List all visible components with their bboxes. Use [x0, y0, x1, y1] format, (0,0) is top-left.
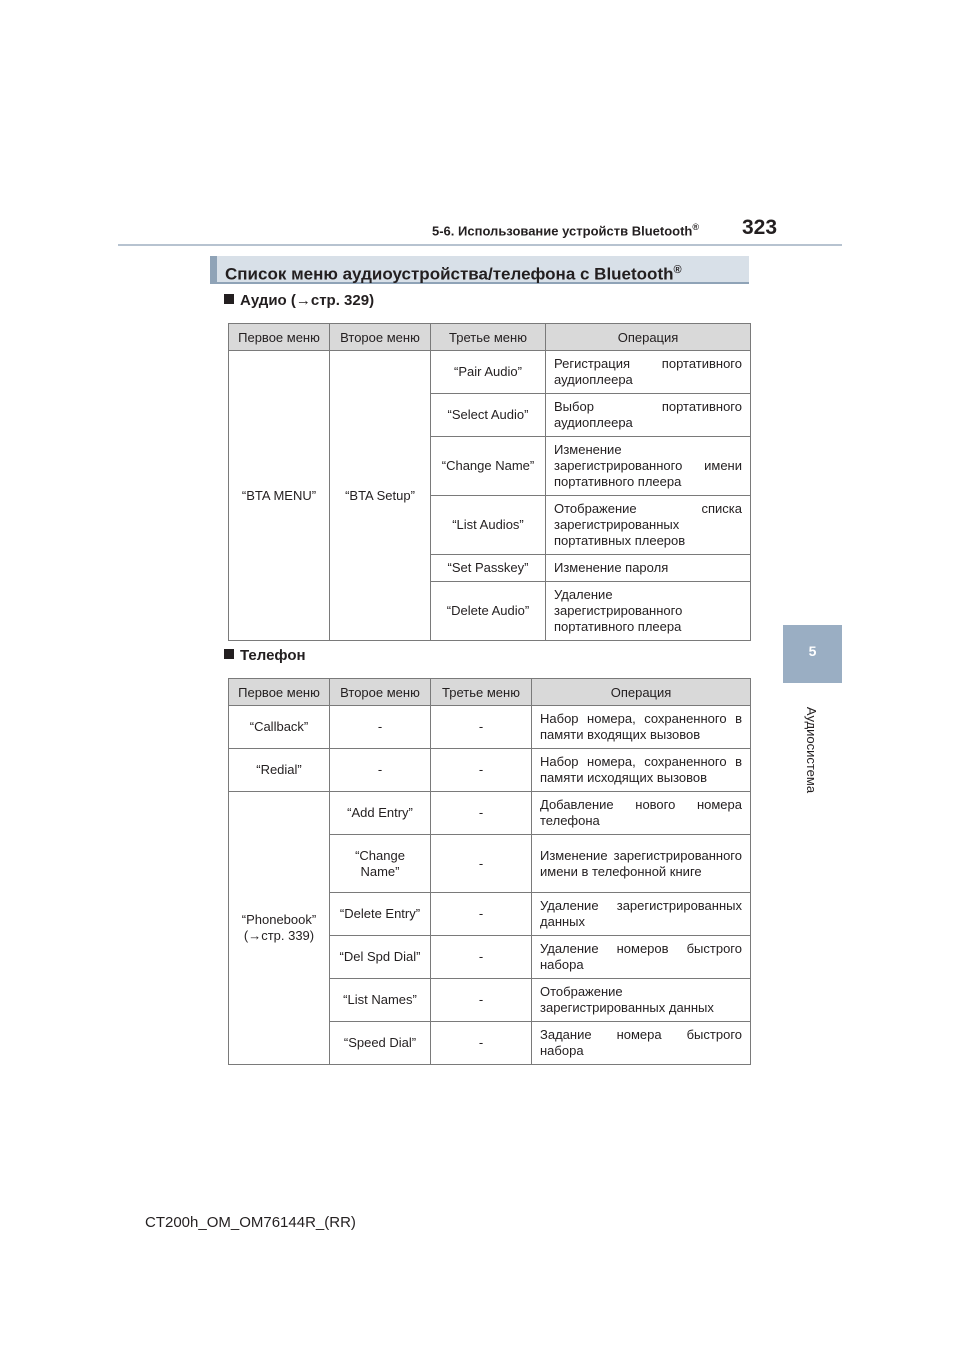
operation-cell: Задание номера быстрого набора: [532, 1022, 751, 1065]
third-menu-cell: “List Audios”: [431, 496, 546, 555]
table-row: [229, 749, 751, 792]
third-menu-cell: -: [431, 749, 532, 792]
phone-heading: [224, 647, 306, 664]
column-header: Второе меню: [330, 324, 431, 351]
audio-menu-table: [228, 323, 751, 641]
third-menu-cell: “Pair Audio”: [431, 351, 546, 394]
third-menu-cell: -: [431, 936, 532, 979]
document-code: CT200h_OM_OM76144R_(RR): [145, 1214, 356, 1231]
operation-cell: Изменение зарегистрированного имени портативного плеера: [546, 437, 751, 496]
second-menu-cell: “Del Spd Dial”: [330, 936, 431, 979]
column-header: Третье меню: [431, 679, 532, 706]
column-header: Операция: [532, 679, 751, 706]
table-header-row: [229, 324, 751, 351]
third-menu-cell: “Change Name”: [431, 437, 546, 496]
column-header: Операция: [546, 324, 751, 351]
second-menu-cell: “Delete Entry”: [330, 893, 431, 936]
third-menu-cell: -: [431, 1022, 532, 1065]
second-menu-cell: “BTA Setup”: [330, 351, 431, 641]
operation-cell: Удаление зарегистрированных данных: [532, 893, 751, 936]
operation-cell: Изменение пароля: [546, 555, 751, 582]
third-menu-cell: “Set Passkey”: [431, 555, 546, 582]
operation-cell: Изменение зарегистрированного имени в телефонной книге: [532, 835, 751, 893]
third-menu-cell: -: [431, 893, 532, 936]
section-banner-mark: ®: [673, 264, 682, 276]
chapter-tab: 5: [783, 625, 842, 683]
running-header-text: 5-6. Использование устройств Bluetooth: [432, 223, 693, 239]
phone-heading-text: Телефон: [240, 647, 306, 664]
phone-menu-table: [228, 678, 751, 1065]
operation-cell: Набор номера, сохраненного в памяти исходящих вызовов: [532, 749, 751, 792]
first-menu-cell: “Redial”: [229, 749, 330, 792]
column-header: Первое меню: [229, 679, 330, 706]
table-row: [229, 706, 751, 749]
operation-cell: Отображение списка зарегистрированных портативных плееров: [546, 496, 751, 555]
page-number: 323: [742, 216, 778, 239]
third-menu-cell: “Select Audio”: [431, 394, 546, 437]
operation-cell: Удаление номеров быстрого набора: [532, 936, 751, 979]
audio-heading-text: Аудио (→стр. 329): [240, 292, 375, 309]
second-menu-cell: -: [330, 706, 431, 749]
third-menu-cell: -: [431, 792, 532, 835]
section-banner: [210, 256, 749, 284]
table-row: [229, 792, 751, 835]
first-menu-cell: “Callback”: [229, 706, 330, 749]
audio-heading: [224, 292, 374, 309]
operation-cell: Удаление зарегистрированного портативного плеера: [546, 582, 751, 641]
square-bullet-icon: [224, 294, 234, 304]
running-header: [432, 222, 699, 238]
operation-cell: Набор номера, сохраненного в памяти входящих вызовов: [532, 706, 751, 749]
second-menu-cell: “List Names”: [330, 979, 431, 1022]
third-menu-cell: -: [431, 706, 532, 749]
first-menu-cell: “BTA MENU”: [229, 351, 330, 641]
table-row: [229, 351, 751, 394]
header-divider: [118, 244, 842, 246]
second-menu-cell: -: [330, 749, 431, 792]
second-menu-cell: “Change Name”: [330, 835, 431, 893]
second-menu-cell: “Speed Dial”: [330, 1022, 431, 1065]
operation-cell: Отображение зарегистрированных данных: [532, 979, 751, 1022]
column-header: Третье меню: [431, 324, 546, 351]
registered-mark: ®: [692, 222, 699, 232]
operation-cell: Регистрация портативного аудиоплеера: [546, 351, 751, 394]
table-header-row: [229, 679, 751, 706]
third-menu-cell: “Delete Audio”: [431, 582, 546, 641]
operation-cell: Выбор портативного аудиоплеера: [546, 394, 751, 437]
operation-cell: Добавление нового номера телефона: [532, 792, 751, 835]
chapter-label: Аудиосистема: [804, 706, 819, 794]
column-header: Первое меню: [229, 324, 330, 351]
third-menu-cell: -: [431, 835, 532, 893]
second-menu-cell: “Add Entry”: [330, 792, 431, 835]
first-menu-cell: “Phonebook” (→стр. 339): [229, 792, 330, 1065]
third-menu-cell: -: [431, 979, 532, 1022]
column-header: Второе меню: [330, 679, 431, 706]
section-banner-title: Список меню аудиоустройства/телефона с Bluetooth: [225, 264, 674, 284]
square-bullet-icon: [224, 649, 234, 659]
